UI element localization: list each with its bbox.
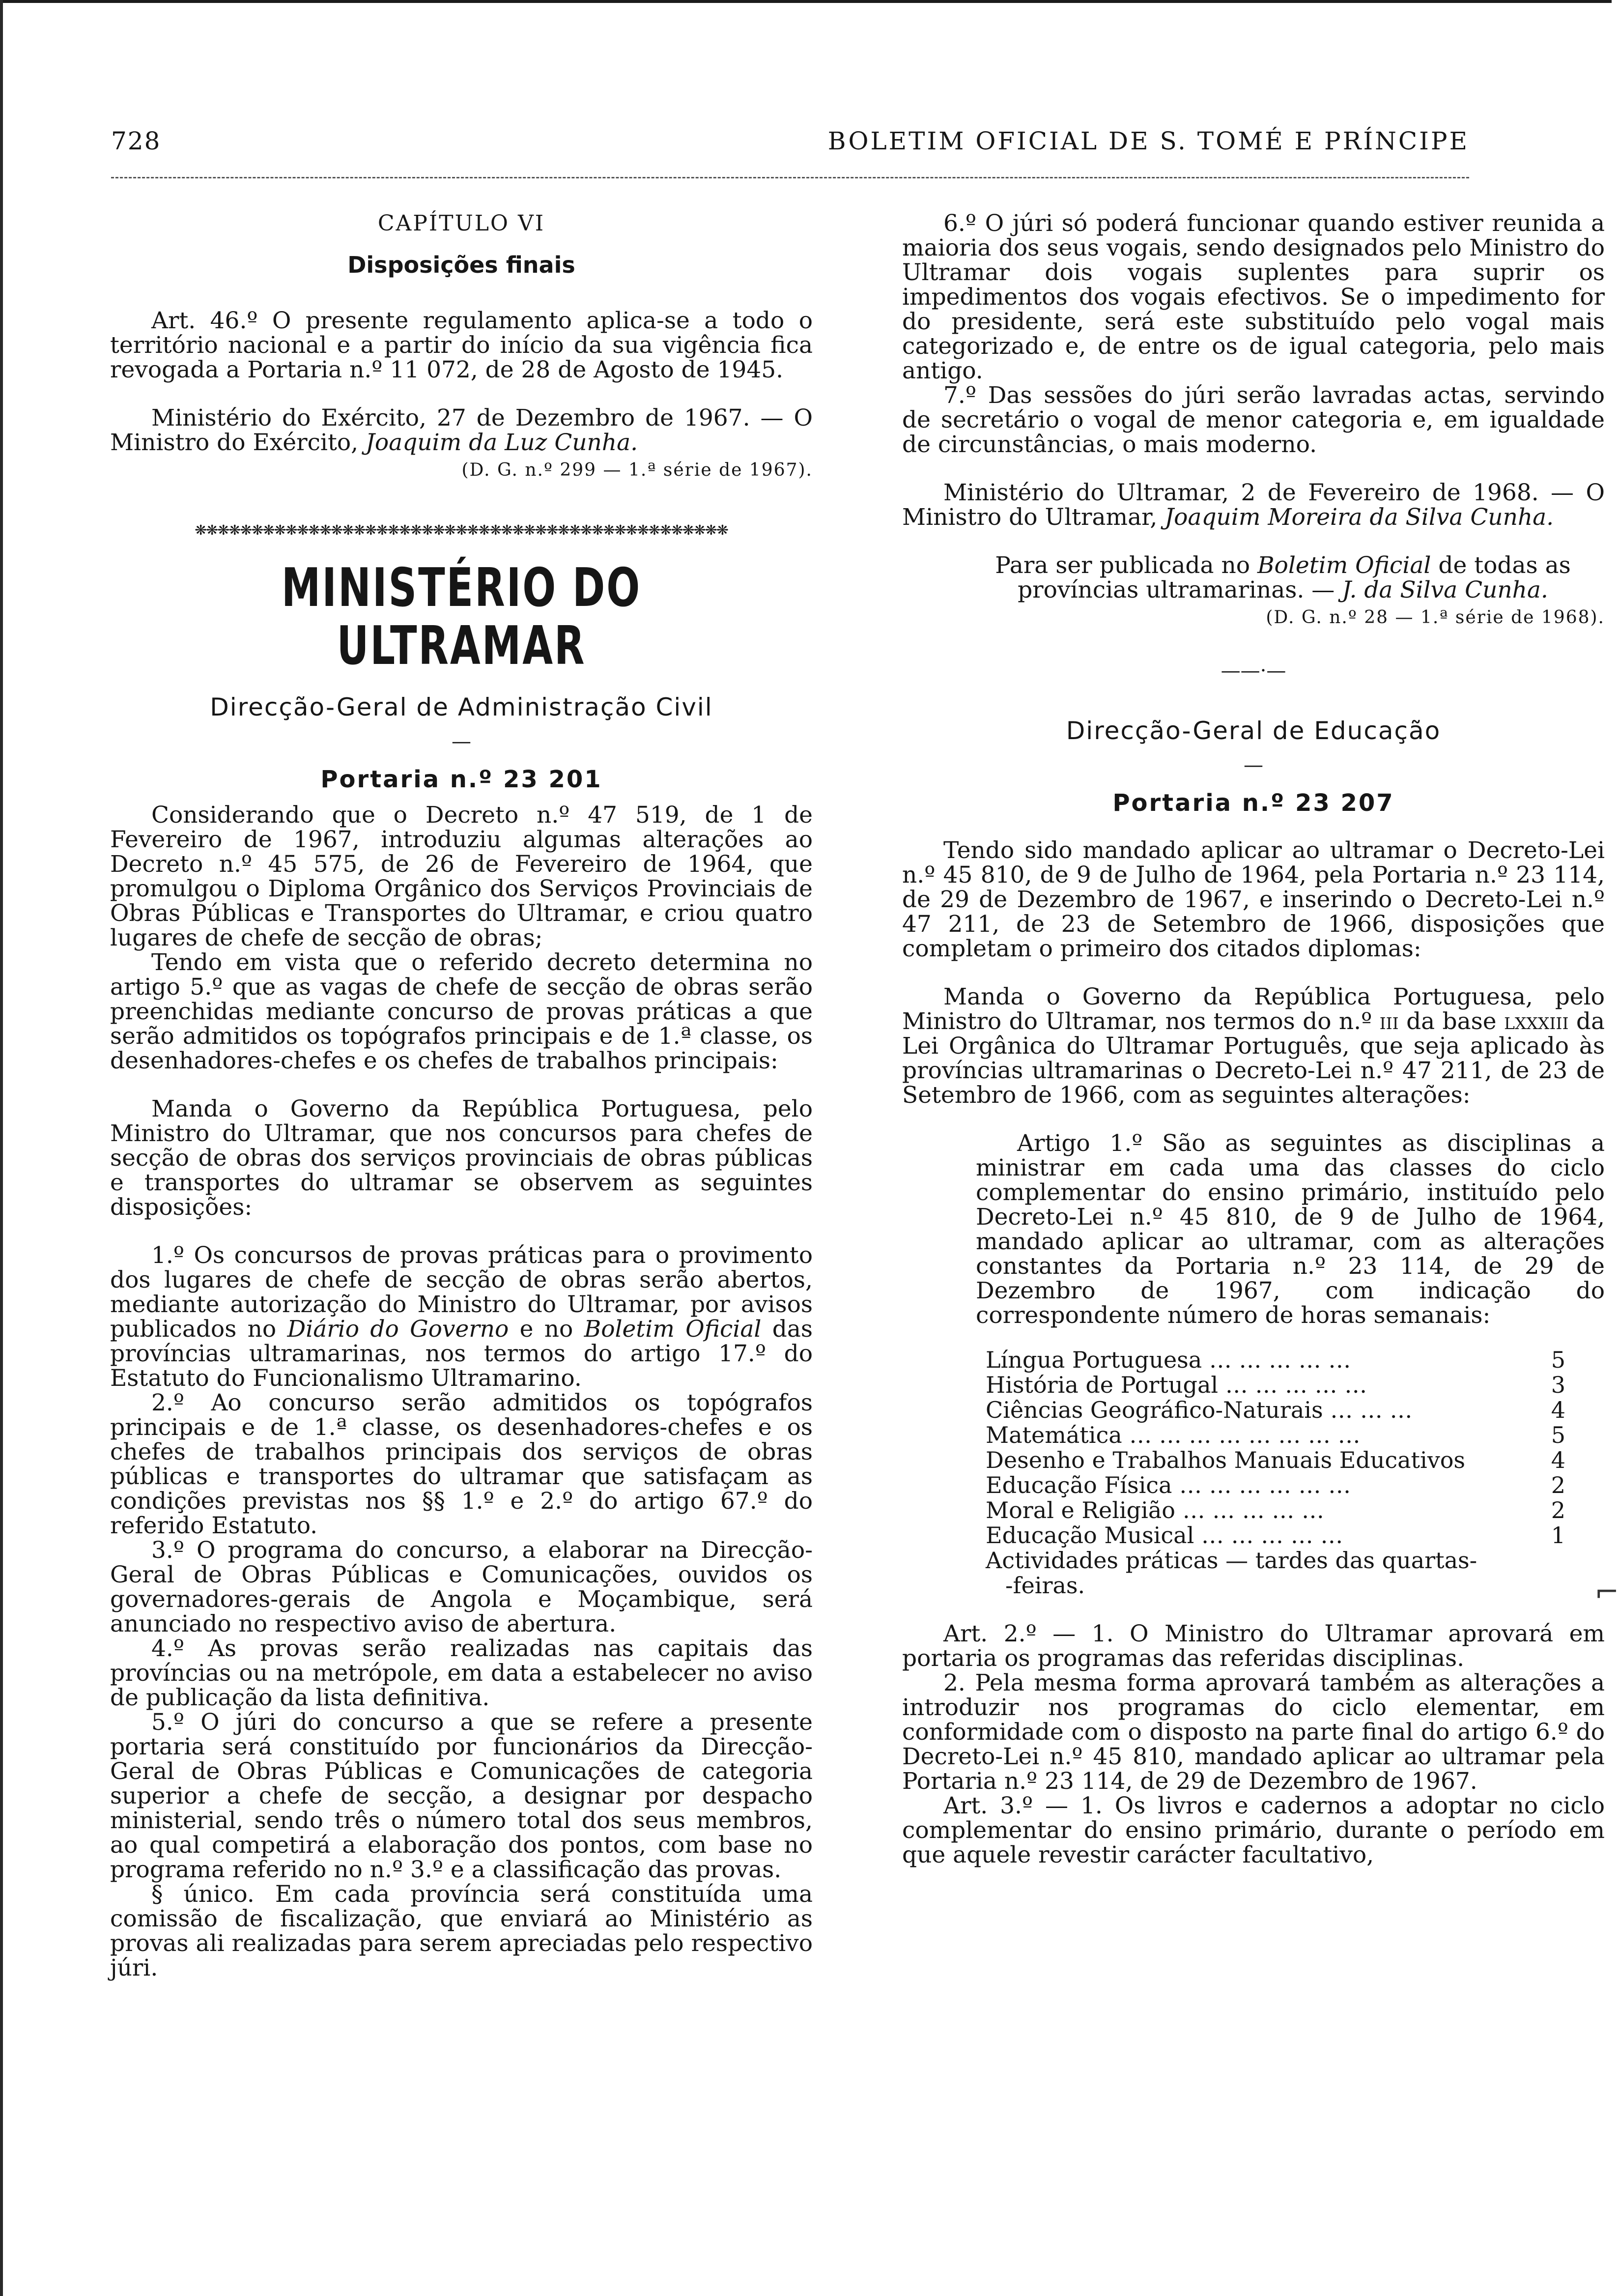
subject-row: Matemática … … … … … … … … 5: [986, 1422, 1565, 1448]
subject-row-continuation: -feiras.: [1005, 1572, 1085, 1599]
subject-row: Língua Portuguesa … … … … … 5: [986, 1347, 1565, 1373]
publication-reference: (D. G. n.º 28 — 1.ª série de 1968).: [1266, 607, 1605, 628]
publication-reference: (D. G. n.º 299 — 1.ª série de 1967).: [461, 460, 813, 480]
art2-paragraph-1: Art. 2.º — 1. O Ministro do Ultramar aprovará em portaria os programas das referidas disciplinas.: [902, 1620, 1605, 1672]
signature-place: Ministério do Ultramar, 2 de Fevereiro de 1968. — O Ministro do Ultramar,: [902, 479, 1605, 531]
dash-divider: —: [452, 730, 471, 753]
scan-edge-top: [0, 0, 1612, 3]
subject-row: Moral e Religião … … … … … 2: [986, 1497, 1565, 1523]
subject-row: Educação Física … … … … … … 2: [986, 1472, 1565, 1498]
artigo-1-block: [976, 1131, 1605, 1328]
art3-paragraph-1: Art. 3.º — 1. Os livros e cadernos a adoptar no ciclo complementar do ensino primário, durante o período em que aquele revestir carácter facultativo,: [902, 1792, 1605, 1868]
considering-paragraph: Tendo em vista que o referido decreto determina no artigo 5.º que as vagas de chefe de secção de obras serão preenchidas mediante concurso de provas práticas a que serão admitidos os topógrafos principais e de 1.ª classe, os desenhadores-chefes e os chefes de trabalhos principais:: [110, 949, 813, 1074]
chapter-heading: CAPÍTULO VI: [377, 211, 545, 236]
artigo-1-text: Artigo 1.º São as seguintes as disciplinas a ministrar em cada uma das classes do ciclo complementar do ensino primário, instituído pelo Decreto-Lei n.º 45 810, de 9 de Julho de 1964, mandado aplicar ao ultramar, com as alterações constantes da Portaria n.º 23 114, de 29 de Dezembro de 1967, com indicação do correspondente número de horas semanais:: [976, 1130, 1605, 1329]
page-number: 728: [111, 127, 161, 155]
publication-note: Para ser publicada no Boletim Oficial de todas as províncias ultramarinas. — J. da Silva Cunha.: [995, 552, 1571, 603]
subject-row: Educação Musical … … … … … 1: [986, 1522, 1565, 1549]
item-4: 4.º As provas serão realizadas nas capitais das províncias ou na metrópole, em data a estabelecer no aviso de publicação da lista definitiva.: [110, 1635, 813, 1711]
running-title: BOLETIM OFICIAL DE S. TOMÉ E PRÍNCIPE: [827, 127, 1469, 155]
right-column: [902, 211, 1605, 1867]
item-3: 3.º O programa do concurso, a elaborar na Direcção-Geral de Obras Públicas e Comunicações, ouvidos os governadores-gerais de Angola e Moçambique, será anunciado no respectivo aviso de abertura.: [110, 1537, 813, 1637]
item-2: 2.º Ao concurso serão admitidos os topógrafos principais e de 1.ª classe, os desenhadores-chefes e os chefes de trabalhos principais dos serviços de obras públicas e transportes do ultramar que satisfaçam as condições previstas nos §§ 1.º e 2.º do artigo 67.º do referido Estatuto.: [110, 1389, 813, 1539]
item-7: 7.º Das sessões do júri serão lavradas actas, servindo de secretário o vogal de menor categoria e, em igualdade de circunstâncias, o mais moderno.: [902, 382, 1605, 458]
item-5: 5.º O júri do concurso a que se refere a presente portaria será constituído por funcionários da Direcção-Geral de Obras Públicas e Comunicações de categoria superior a chefe de secção, a designar por despacho ministerial, sendo três o número total dos seus membros, ao qual competirá a elaboração dos pontos, com base no programa referido no n.º 3.º e a classificação das provas.: [110, 1709, 813, 1883]
signature-name: Joaquim da Luz Cunha.: [366, 429, 638, 456]
manda-paragraph: Manda o Governo da República Portuguesa, pelo Ministro do Ultramar, nos termos do n.º iii da base lxxxiii da Lei Orgânica do Ultramar Português, que seja aplicado às províncias ultramarinas o Decreto-Lei n.º 47 211, de 23 de Setembro de 1966, com as seguintes alterações:: [902, 983, 1605, 1109]
art2-paragraph-2: 2. Pela mesma forma aprovará também as alterações a introduzir nos programas do ciclo elementar, em conformidade com o disposto na parte final do artigo 6.º do Decreto-Lei n.º 45 810, mandado aplicar ao ultramar pela Portaria n.º 23 114, de 29 de Dezembro de 1967.: [902, 1669, 1605, 1795]
portaria-title: Portaria n.º 23 201: [320, 766, 602, 793]
subjects-table: [986, 1348, 1565, 1598]
subject-row: Desenho e Trabalhos Manuais Educativos 4: [986, 1447, 1565, 1473]
signature-block: [110, 406, 813, 455]
subject-row: Actividades práticas — tardes das quartas-: [986, 1547, 1477, 1574]
subject-row: História de Portugal … … … … … 3: [986, 1372, 1565, 1398]
art46-text: Art. 46.º O presente regulamento aplica-se a todo o território nacional e a partir do início da sua vigência fica revogada a Portaria n.º 11 072, de 28 de Agosto de 1945.: [110, 307, 813, 383]
subject-row: Ciências Geográfico-Naturais … … … 4: [986, 1397, 1565, 1423]
portaria-title: Portaria n.º 23 207: [1112, 789, 1394, 817]
scan-edge-left: [0, 0, 3, 2296]
ministry-heading: MINISTÉRIO DO ULTRAMAR: [281, 557, 642, 677]
section-separator: ——·—: [1221, 660, 1286, 682]
ornament-divider: ❋❋❋❋❋❋❋❋❋❋❋❋❋❋❋❋❋❋❋❋❋❋❋❋❋❋❋❋❋❋❋❋❋❋❋❋❋❋❋❋❋❋❋❋❋❋❋: [195, 517, 728, 540]
chapter-title: Disposições finais: [347, 252, 575, 278]
item-1: 1.º Os concursos de provas práticas para o provimento dos lugares de chefe de secção de obras serão abertos, mediante autorização do Ministro do Ultramar, por avisos publicados no Diário do Governo e no Boletim Oficial das províncias ultramarinas, nos termos do artigo 17.º do Estatuto do Funcionalismo Ultramarino.: [110, 1242, 813, 1392]
signature-name: Joaquim Moreira da Silva Cunha.: [1165, 504, 1554, 531]
dash-divider: —: [1244, 754, 1263, 776]
item-6: 6.º O júri só poderá funcionar quando estiver reunida a maioria dos seus vogais, sendo designados pelo Ministro do Ultramar dois vogais suplentes para suprir os impedimentos dos vogais efectivos. Se o impedimento for do presidente, será este substituído pelo vogal mais categorizado e, de entre os de igual categoria, pelo mais antigo.: [902, 210, 1605, 384]
page-header: [0, 127, 1612, 161]
header-rule: [111, 177, 1469, 178]
margin-mark: ⌐: [1594, 1575, 1619, 1609]
intro-paragraph: Tendo sido mandado aplicar ao ultramar o Decreto-Lei n.º 45 810, de 9 de Julho de 1964, pela Portaria n.º 23 114, de 29 de Dezembro de 1967, e inserindo o Decreto-Lei n.º 47 211, de 23 de Setembro de 1966, disposições que completam o primeiro dos citados diplomas:: [902, 837, 1605, 962]
item-unico: § único. Em cada província será constituída uma comissão de fiscalização, que enviará ao Ministério as provas ali realizadas para serem apreciadas pelo respectivo júri.: [110, 1881, 813, 1981]
manda-paragraph: Manda o Governo da República Portuguesa, pelo Ministro do Ultramar, que nos concursos para chefes de secção de obras dos serviços provinciais de obras públicas e transportes do ultramar se observem as seguintes disposições:: [110, 1095, 813, 1221]
direction-heading: Direcção-Geral de Educação: [1066, 717, 1441, 745]
direction-heading: Direcção-Geral de Administração Civil: [210, 693, 713, 721]
left-column: [110, 211, 813, 1980]
signature-place: Ministério do Exército, 27 de Dezembro de 1967. — O Ministro do Exército,: [110, 404, 813, 456]
signature-block: [902, 481, 1605, 530]
considering-paragraph: Considerando que o Decreto n.º 47 519, de 1 de Fevereiro de 1967, introduziu algumas alterações ao Decreto n.º 45 575, de 26 de Fevereiro de 1964, que promulgou o Diploma Orgânico dos Serviços Provinciais de Obras Públicas e Transportes do Ultramar, e criou quatro lugares de chefe de secção de obras;: [110, 802, 813, 951]
